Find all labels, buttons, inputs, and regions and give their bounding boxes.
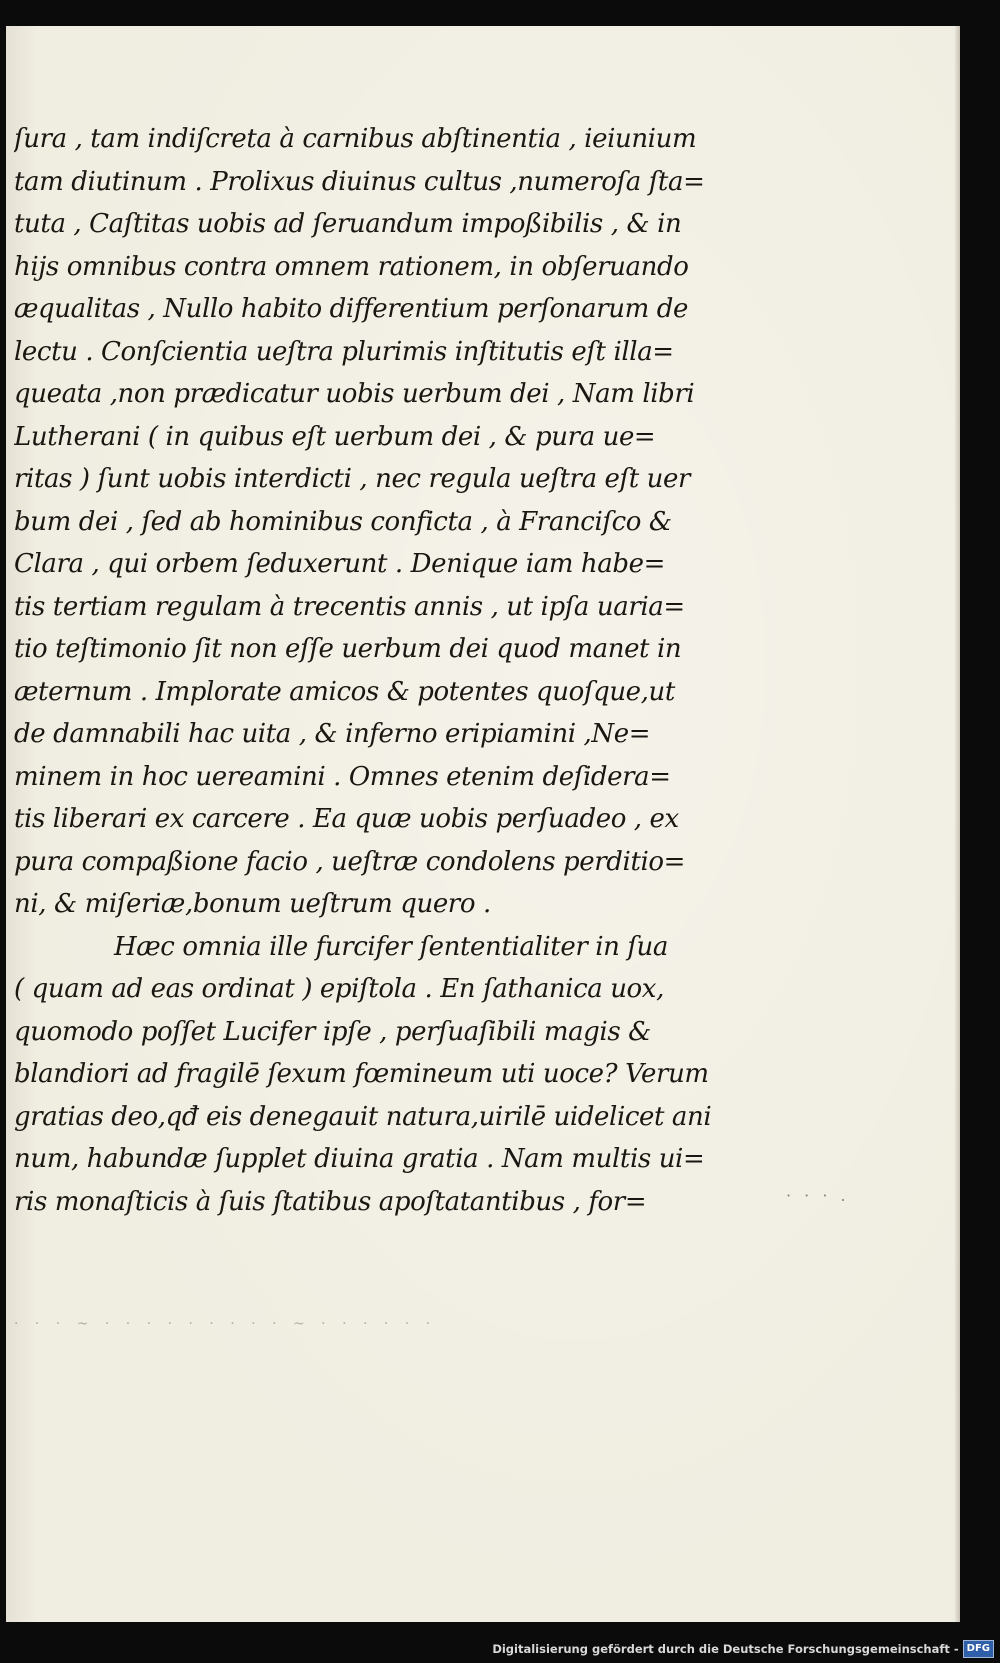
text-line: ris monaſticis à ſuis ſtatibus apoſtatantibus , for=: [14, 1186, 647, 1217]
text-line: lectu . Conſcientia ueſtra plurimis inſtitutis eſt illa=: [14, 336, 674, 367]
digitization-footer: [492, 1639, 994, 1659]
text-line: ritas ) ſunt uobis interdicti , nec regula ueſtra eſt uer: [14, 464, 691, 494]
text-line: queata ,non prædicatur uobis uerbum dei , Nam libri: [14, 379, 695, 409]
text-line: ni, & miſeriæ,bonum ueſtrum quero .: [14, 889, 491, 919]
text-line: tis tertiam regulam à trecentis annis , ut ipſa uaria=: [14, 591, 685, 622]
text-line: blandiori ad fragilē ſexum fœmineum uti uoce? Verum: [14, 1059, 709, 1089]
text-line: hijs omnibus contra omnem rationem, in obſeruando: [14, 251, 689, 282]
text-line: bum dei , ſed ab hominibus conficta , à Franciſco &: [14, 506, 672, 537]
text-line: æternum . Implorate amicos & potentes quoſque,ut: [14, 676, 675, 707]
paragraph-start-line: Hæc omnia ille furcifer ſententialiter in ſua: [114, 931, 669, 962]
text-line: tuta , Caſtitas uobis ad ſeruandum impoßibilis , & in: [14, 209, 682, 239]
text-line: de damnabili hac uita , & inferno eripiamini ,Ne=: [14, 719, 651, 749]
text-line: num, habundæ ſupplet diuina gratia . Nam multis ui=: [14, 1144, 705, 1174]
text-line: gratias deo,qđ eis denegauit natura,uirilē uidelicet ani: [14, 1101, 712, 1132]
book-page: [6, 26, 960, 1622]
funding-credit: Digitalisierung gefördert durch die Deutsche Forschungsgemeinschaft -: [492, 1642, 959, 1656]
text-line: tio teſtimonio ſit non eſſe uerbum dei quod manet in: [14, 634, 682, 664]
page-text-block: [14, 118, 724, 1223]
text-line: quomodo poſſet Lucifer ipſe , perſuaſibili magis &: [14, 1016, 651, 1047]
text-line: Clara , qui orbem ſeduxerunt . Denique iam habe=: [14, 549, 665, 579]
text-line: Lutherani ( in quibus eſt uerbum dei , & pura ue=: [14, 421, 656, 452]
text-line: tis liberari ex carcere . Ea quæ uobis perſuadeo , ex: [14, 804, 679, 834]
text-line: tam diutinum . Prolixus diuinus cultus ,numeroſa ſta=: [14, 166, 705, 197]
text-line: pura compaßione facio , ueſtræ condolens perditio=: [14, 846, 686, 877]
text-line: æqualitas , Nullo habito differentium perſonarum de: [14, 294, 688, 324]
page-edge-shadow: [954, 26, 960, 1622]
text-line: ( quam ad eas ordinat ) epiſtola . En ſathanica uox,: [14, 974, 664, 1004]
margin-ink-marks: · · · .: [786, 1186, 850, 1205]
show-through-smudge: · · · ~ · · · · · · · · · ~ · · · · · ·: [14, 1316, 437, 1332]
dfg-logo-icon: DFG: [963, 1640, 994, 1658]
text-line: minem in hoc uereamini . Omnes etenim deſidera=: [14, 761, 671, 792]
text-line: ſura , tam indiſcreta à carnibus abſtinentia , ieiunium: [14, 124, 697, 154]
